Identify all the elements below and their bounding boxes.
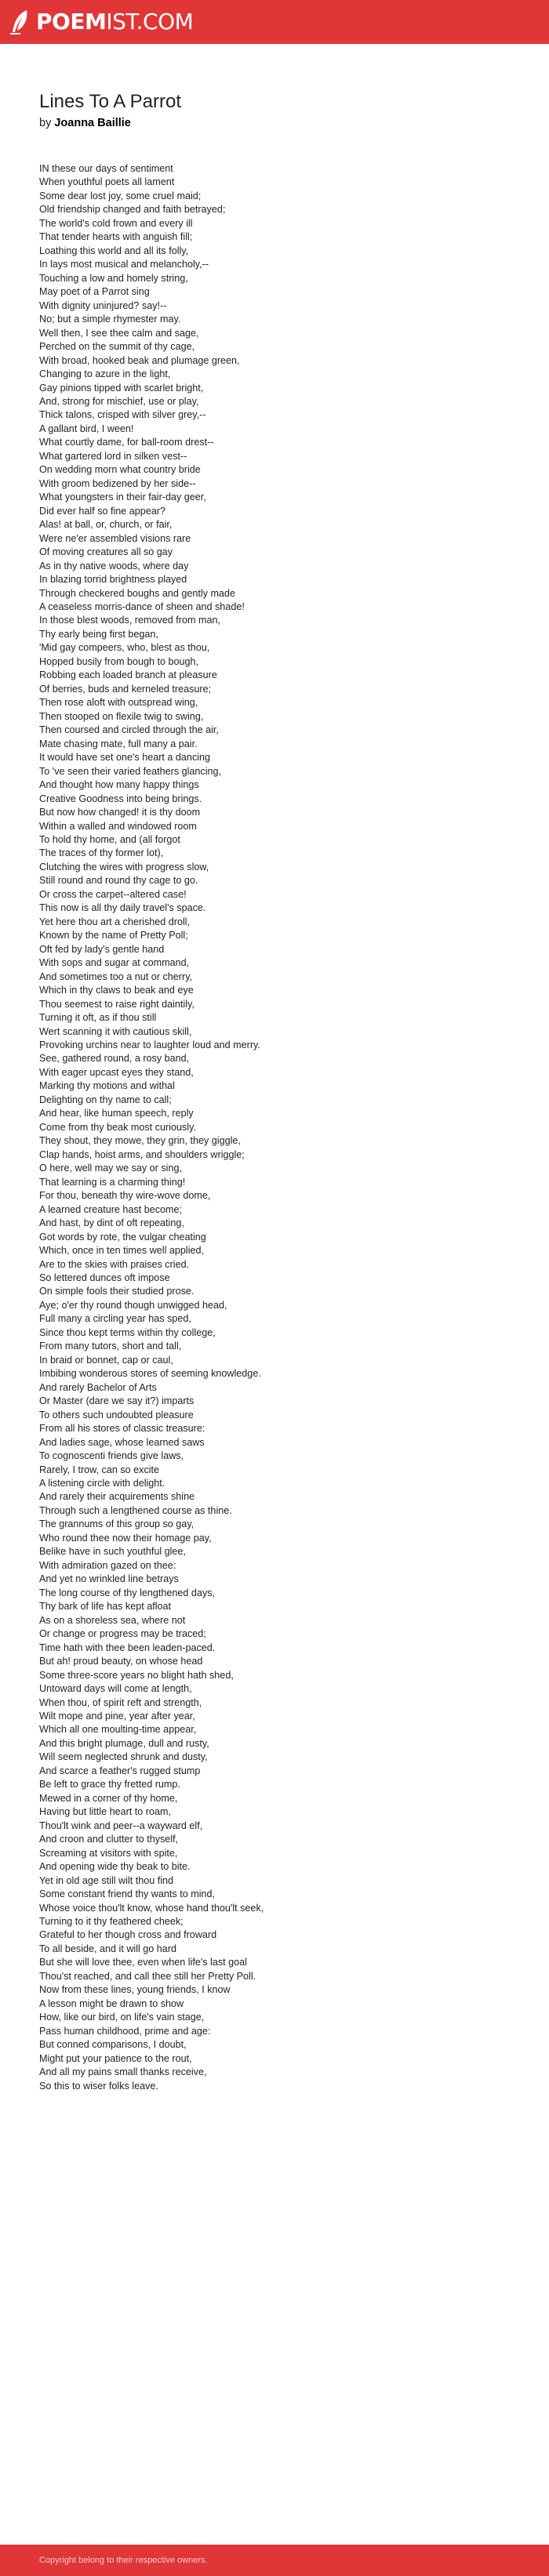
poem-line: Thy early being first began,	[39, 628, 158, 640]
poem-line: With eager upcast eyes they stand,	[39, 1066, 194, 1078]
poem-line: O here, well may we say or sing,	[39, 1163, 182, 1174]
poem-line: In those blest woods, removed from man,	[39, 615, 220, 626]
poem-line: Provoking urchins near to laughter loud and merry.	[39, 1039, 260, 1050]
poem-line: IN these our days of sentiment	[39, 163, 173, 174]
poem-line: Thou seemest to raise right daintily,	[39, 998, 195, 1010]
poem-line: Will seem neglected shrunk and dusty,	[39, 1751, 208, 1763]
poem-line: Wilt mope and pine, year after year,	[39, 1710, 195, 1722]
poem-line: Then rose aloft with outspread wing,	[39, 697, 198, 709]
poem-line: 'Mid gay compeers, who, blest as thou,	[39, 642, 210, 654]
poem-line: What gartered lord in silken vest--	[39, 450, 187, 462]
poem-line: With dignity uninjured? say!--	[39, 299, 167, 311]
poem-line: A lesson might be drawn to show	[39, 1997, 184, 2009]
poem-line: From all his stores of classic treasure:	[39, 1423, 205, 1435]
poem-line: Or cross the carpet--altered case!	[39, 888, 187, 900]
poem-line: Which all one moulting-time appear,	[39, 1724, 197, 1736]
poem-line: Oft fed by lady's gentle hand	[39, 943, 165, 955]
poem-line: But now how changed! it is thy doom	[39, 807, 201, 818]
poem-line: The long course of thy lengthened days,	[39, 1587, 216, 1598]
poem-line: Changing to azure in the light,	[39, 368, 171, 380]
poem-line: And, strong for mischief, use or play,	[39, 395, 199, 407]
poem-line: Some three-score years no blight hath shed,	[39, 1669, 234, 1681]
poem-line: How, like our bird, on life's vain stage,	[39, 2012, 205, 2023]
poem-content	[39, 91, 510, 2093]
poem-line: Turning to it thy feathered cheek;	[39, 1916, 184, 1927]
poem-line: Loathing this world and all its folly,	[39, 245, 189, 256]
poem-line: Aye; o'er thy round though unwigged head,	[39, 1299, 227, 1311]
by-label: by	[39, 117, 52, 129]
poem-line: Which in thy claws to beak and eye	[39, 985, 194, 996]
poem-line: Now from these lines, young friends, I know	[39, 1984, 231, 1996]
poem-line: Be left to grace thy fretted rump.	[39, 1779, 180, 1791]
poem-line: Known by the name of Pretty Poll;	[39, 930, 188, 942]
poem-line: Gay pinions tipped with scarlet bright,	[39, 382, 204, 394]
poem-line: And thought how many happy things	[39, 779, 199, 791]
poem-line: In lays most musical and melancholy,--	[39, 259, 209, 270]
poem-line: Old friendship changed and faith betrayed;	[39, 204, 226, 216]
poem-line: And yet no wrinkled line betrays	[39, 1573, 179, 1585]
poem-line: Marking thy motions and withal	[39, 1080, 175, 1092]
poem-line: Who round thee now their homage pay,	[39, 1532, 212, 1544]
poem-line: What youngsters in their fair-day geer,	[39, 492, 206, 503]
poem-line: But conned comparisons, I doubt,	[39, 2039, 187, 2051]
poem-line: Thou'st reached, and call thee still her Pretty Poll.	[39, 1970, 256, 1982]
poem-line: As in thy native woods, where day	[39, 560, 189, 571]
poem-line: Got words by rote, the vulgar cheating	[39, 1231, 206, 1243]
poem-line: Clutching the wires with progress slow,	[39, 861, 209, 873]
poem-line: And this bright plumage, dull and rusty,	[39, 1737, 209, 1749]
poem-line: Yet here thou art a cherished droll,	[39, 916, 191, 927]
poem-line: They shout, they mowe, they grin, they giggle,	[39, 1135, 241, 1147]
poem-line: On simple fools their studied prose.	[39, 1286, 195, 1297]
poem-line: Did ever half so fine appear?	[39, 505, 166, 517]
poem-line: When thou, of spirit reft and strength,	[39, 1696, 202, 1708]
poem-line: Then coursed and circled through the air,	[39, 724, 219, 736]
poem-line: Screaming at visitors with spite,	[39, 1847, 178, 1859]
poem-line: And opening wide thy beak to bite.	[39, 1861, 191, 1873]
logo-brand-strong: POEM	[36, 9, 107, 34]
poem-line: Thou'lt wink and peer--a wayward elf,	[39, 1820, 203, 1831]
poem-line: From many tutors, short and tall,	[39, 1341, 182, 1352]
poem-line: Or Master (dare we say it?) imparts	[39, 1395, 195, 1407]
poem-line: A gallant bird, I ween!	[39, 423, 134, 434]
poem-line: A ceaseless morris-dance of sheen and shade!	[39, 601, 245, 612]
copyright-text: Copyright belong to their respective owners.	[39, 2556, 208, 2565]
poem-line: And scarce a feather's rugged stump	[39, 1765, 201, 1776]
site-logo-link[interactable]	[8, 9, 193, 35]
poem-line: And hear, like human speech, reply	[39, 1108, 194, 1119]
poem-line: With sops and sugar at command,	[39, 957, 190, 969]
poem-line: That tender hearts with anguish fill;	[39, 231, 193, 243]
poem-line: What courtly dame, for ball-room drest--	[39, 437, 214, 448]
poem-line: And all my pains small thanks receive,	[39, 2066, 207, 2078]
poem-line: Creative Goodness into being brings.	[39, 793, 202, 804]
poem-line: Belike have in such youthful glee,	[39, 1546, 186, 1558]
quill-icon	[8, 9, 31, 35]
poem-line: Or change or progress may be traced;	[39, 1628, 206, 1640]
poem-line: To hold thy home, and (all forgot	[39, 833, 180, 845]
poem-line: Which, once in ten times well applied,	[39, 1245, 204, 1257]
poem-line: Some dear lost joy, some cruel maid;	[39, 190, 202, 201]
site-logo-text	[36, 11, 193, 33]
poem-line: Come from thy beak most curiously.	[39, 1121, 196, 1133]
poem-line: And hast, by dint of oft repeating,	[39, 1217, 184, 1229]
poem-line: Some constant friend thy wants to mind,	[39, 1888, 216, 1900]
poem-line: The world's cold frown and every ill	[39, 217, 193, 229]
poem-line: To 've seen their varied feathers glancing,	[39, 765, 222, 777]
top-bar	[0, 0, 549, 44]
poem-line: For thou, beneath thy wire-wove dome,	[39, 1190, 211, 1202]
poem-line: A listening circle with delight.	[39, 1478, 165, 1489]
poem-line: Then stooped on flexile twig to swing,	[39, 710, 204, 722]
poem-line: And rarely Bachelor of Arts	[39, 1381, 157, 1393]
poem-line: Grateful to her though cross and froward	[39, 1929, 217, 1941]
poem-line: With admiration gazed on thee:	[39, 1559, 176, 1571]
author-link[interactable]: Joanna Baillie	[54, 117, 131, 129]
poem-line: May poet of a Parrot sing	[39, 286, 150, 298]
poem-line: This now is all thy daily travel's space.	[39, 902, 206, 914]
poem-line: As on a shoreless sea, where not	[39, 1614, 186, 1626]
poem-line: Turning it oft, as if thou still	[39, 1012, 157, 1024]
poem-line: Of moving creatures all so gay	[39, 546, 173, 558]
poem-line: To others such undoubted pleasure	[39, 1409, 194, 1420]
poem-line: On wedding morn what country bride	[39, 464, 201, 476]
poem-line: And croon and clutter to thyself,	[39, 1834, 179, 1845]
poem-line: Imbibing wonderous stores of seeming knowledge.	[39, 1368, 261, 1380]
poem-line: Touching a low and homely string,	[39, 272, 188, 284]
poem-line: The grannums of this group so gay,	[39, 1518, 195, 1530]
poem-line: Whose voice thou'lt know, whose hand thou'lt seek,	[39, 1902, 264, 1914]
poem-line: Mate chasing mate, full many a pair.	[39, 738, 198, 749]
poem-line: But she will love thee, even when life's last goal	[39, 1957, 247, 1968]
poem-line: Perched on the summit of thy cage,	[39, 341, 195, 353]
poem-line: With groom bedizened by her side--	[39, 477, 196, 489]
byline	[39, 116, 510, 131]
footer-bar	[0, 2545, 549, 2576]
poem-line: So lettered dunces oft impose	[39, 1272, 170, 1283]
poem-line: Robbing each loaded branch at pleasure	[39, 669, 217, 681]
poem-line: Full many a circling year has sped,	[39, 1313, 191, 1325]
poem-line: Since thou kept terms within thy college,	[39, 1326, 216, 1338]
poem-line: Within a walled and windowed room	[39, 820, 197, 832]
poem-line: Through such a lengthened course as thine.	[39, 1504, 232, 1516]
poem-line: And rarely their acquirements shine	[39, 1491, 195, 1503]
poem-line: Delighting on thy name to call;	[39, 1094, 172, 1105]
poem-line: Wert scanning it with cautious skill,	[39, 1025, 192, 1037]
poem-line: No; but a simple rhymester may.	[39, 314, 181, 325]
poem-line: So this to wiser folks leave.	[39, 2080, 158, 2092]
poem-line: And sometimes too a nut or cherry,	[39, 971, 193, 982]
poem-line: It would have set one's heart a dancing	[39, 752, 211, 764]
poem-line: Hopped busily from bough to bough,	[39, 655, 199, 667]
poem-title: Lines To A Parrot	[39, 91, 182, 112]
poem-line: Having but little heart to roam,	[39, 1806, 171, 1818]
poem-line: Thy bark of life has kept afloat	[39, 1601, 172, 1613]
poem-line: Pass human childhood, prime and age:	[39, 2025, 211, 2037]
poem-line: Of berries, buds and kerneled treasure;	[39, 683, 212, 695]
logo-brand-light: IST.COM	[106, 9, 194, 34]
poem-line: In braid or bonnet, cap or caul,	[39, 1354, 173, 1366]
poem-line: To cognoscenti friends give laws,	[39, 1450, 184, 1462]
poem-line: Rarely, I trow, can so excite	[39, 1464, 160, 1475]
poem-line: The traces of thy former lot),	[39, 847, 164, 859]
poem-line: Through checkered boughs and gently made	[39, 587, 235, 599]
poem-line: That learning is a charming thing!	[39, 1176, 186, 1188]
poem-line: Were ne'er assembled visions rare	[39, 532, 191, 544]
poem-line: Yet in old age still wilt thou find	[39, 1874, 174, 1886]
poem-line: And ladies sage, whose learned saws	[39, 1436, 205, 1448]
poem-line: Untoward days will come at length,	[39, 1683, 192, 1695]
poem-line: Thick talons, crisped with silver grey,--	[39, 409, 206, 421]
poem-line: Still round and round thy cage to go.	[39, 875, 198, 887]
poem-line: Might put your patience to the rout,	[39, 2052, 192, 2064]
poem-line: In blazing torrid brightness played	[39, 574, 187, 586]
poem-line: Time hath with thee been leaden-paced.	[39, 1642, 216, 1653]
poem-line: Mewed in a corner of thy home,	[39, 1792, 178, 1804]
poem-line: When youthful poets all lament	[39, 176, 175, 188]
poem-line: Clap hands, hoist arms, and shoulders wriggle;	[39, 1148, 245, 1160]
poem-line: Alas! at ball, or, church, or fair,	[39, 519, 173, 531]
poem-line: Are to the skies with praises cried.	[39, 1258, 190, 1270]
poem-line: With broad, hooked beak and plumage green,	[39, 354, 240, 366]
poem-body	[39, 162, 510, 2093]
poem-line: But ah! proud beauty, on whose head	[39, 1656, 203, 1667]
poem-line: To all beside, and it will go hard	[39, 1943, 177, 1954]
poem-line: A learned creature hast become;	[39, 1203, 183, 1215]
poem-line: See, gathered round, a rosy band,	[39, 1053, 190, 1065]
poem-line: Well then, I see thee calm and sage,	[39, 327, 199, 339]
